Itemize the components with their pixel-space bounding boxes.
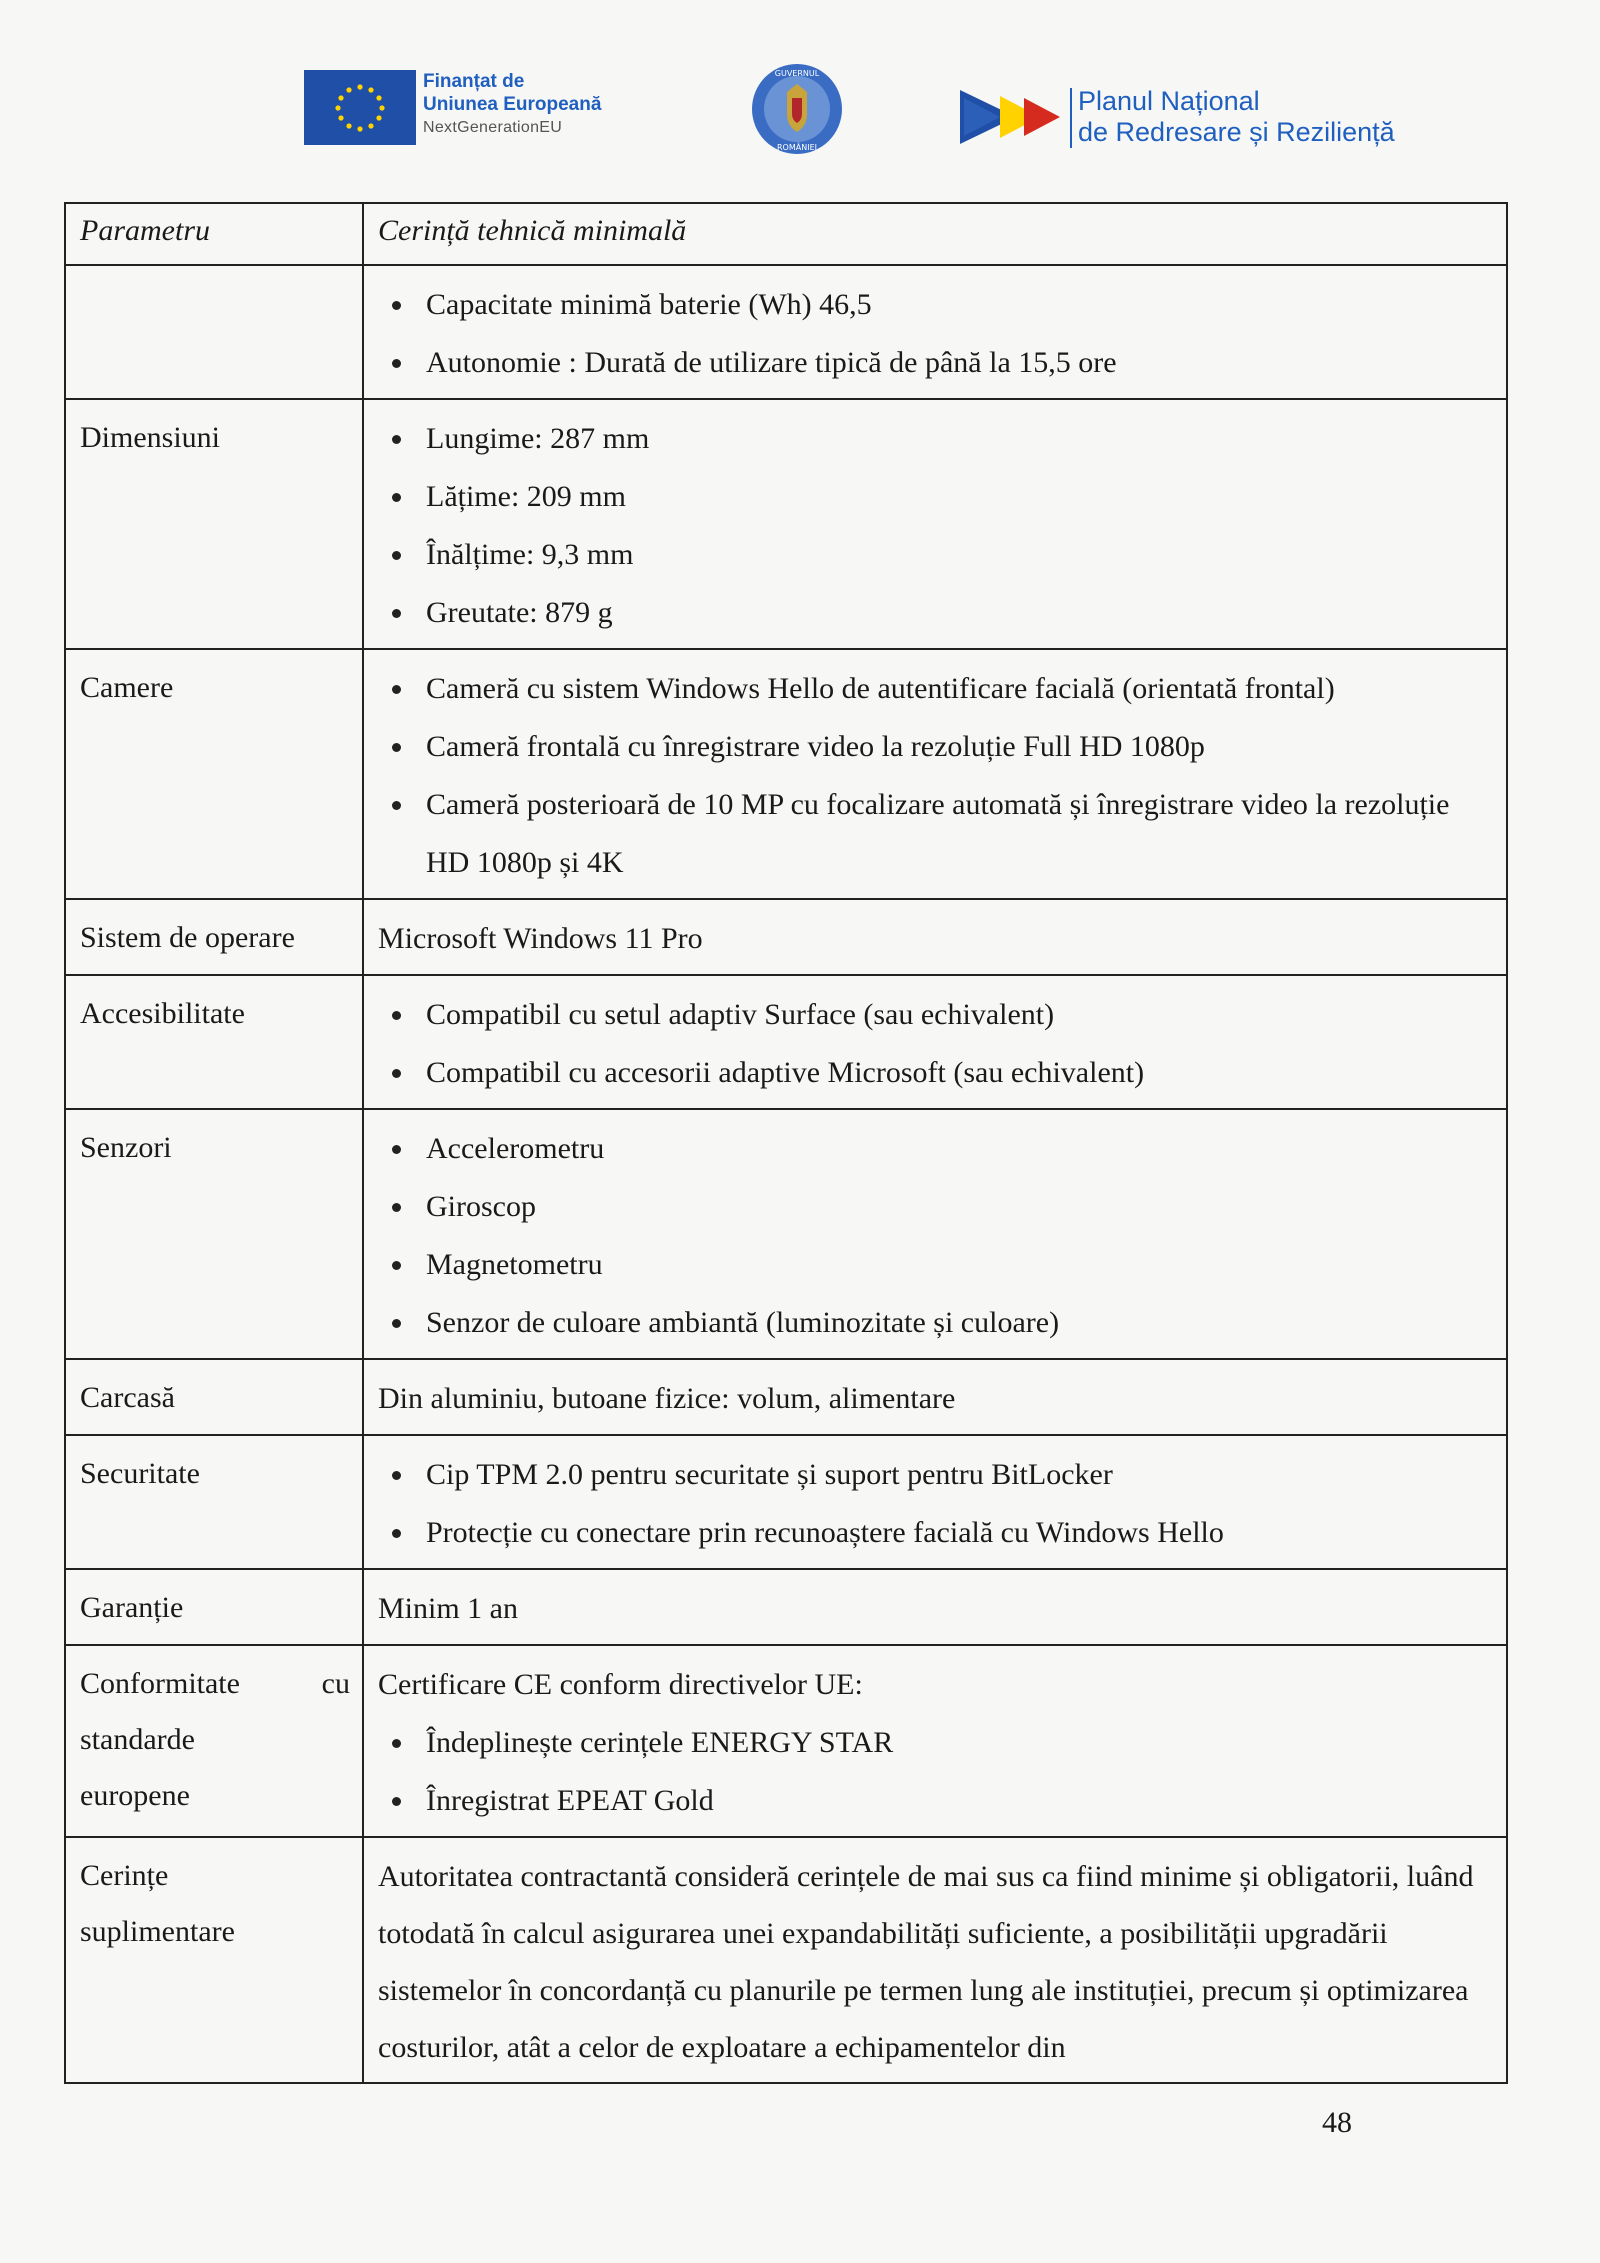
table-row	[65, 1435, 1507, 1569]
requirement-cell: Minim 1 an	[363, 1569, 1507, 1645]
requirement-cell: Autoritatea contractantă consideră cerințele de mai sus ca fiind minime și obligatorii, luând totodată în calcul asigurarea unei expandabilități suficiente, a posibilității upgradării sistemelor în concordanță cu planurile pe termen lung ale instituției, precum și optimizarea costurilor, atât a celor de exploatare a echipamentelor din	[363, 1837, 1507, 2083]
pnrr-divider	[1070, 88, 1072, 148]
requirement-cell	[363, 649, 1507, 899]
requirement-cell	[363, 265, 1507, 399]
requirement-cell: Din aluminiu, butoane fizice: volum, alimentare	[363, 1359, 1507, 1435]
param-cell: Sistem de operare	[65, 899, 363, 975]
param-word: Cerințe	[80, 1859, 169, 1892]
list-item: Cameră posterioară de 10 MP cu focalizare automată și înregistrare video la rezoluție HD 1080p și 4K	[378, 776, 1494, 892]
list-item: Capacitate minimă baterie (Wh) 46,5	[378, 276, 1494, 334]
table-row	[65, 899, 1507, 975]
list-item: Înălțime: 9,3 mm	[378, 526, 1494, 584]
technical-specs-table	[64, 202, 1508, 2084]
list-item: Cameră frontală cu înregistrare video la rezoluție Full HD 1080p	[378, 718, 1494, 776]
table-row	[65, 1837, 1507, 2083]
param-word: standarde	[80, 1723, 195, 1756]
svg-text:GUVERNUL: GUVERNUL	[774, 69, 820, 78]
eu-line-3: NextGenerationEU	[423, 119, 563, 136]
param-cell: Camere	[65, 649, 363, 899]
requirement-cell	[363, 1645, 1507, 1837]
param-cell: Securitate	[65, 1435, 363, 1569]
table-row	[65, 1569, 1507, 1645]
list-item: Accelerometru	[378, 1120, 1494, 1178]
param-cell: Senzori	[65, 1109, 363, 1359]
page-header	[0, 62, 1600, 172]
param-cell: Dimensiuni	[65, 399, 363, 649]
header-parametru: Parametru	[65, 203, 363, 265]
table-row	[65, 1109, 1507, 1359]
param-cell	[65, 1837, 363, 2083]
table-row	[65, 975, 1507, 1109]
requirement-cell	[363, 1109, 1507, 1359]
list-item: Lungime: 287 mm	[378, 410, 1494, 468]
list-item: Giroscop	[378, 1178, 1494, 1236]
requirement-cell	[363, 1435, 1507, 1569]
table-row	[65, 399, 1507, 649]
param-cell: Garanție	[65, 1569, 363, 1645]
eu-line-2: Uniunea Europeană	[423, 94, 602, 115]
pnrr-arrow-icon	[960, 84, 1070, 150]
param-word: suplimentare	[80, 1915, 235, 1948]
list-item: Cip TPM 2.0 pentru securitate și suport pentru BitLocker	[378, 1446, 1494, 1504]
list-item: Îndeplinește cerințele ENERGY STAR	[378, 1714, 1494, 1772]
table-row	[65, 265, 1507, 399]
list-item: Înregistrat EPEAT Gold	[378, 1772, 1494, 1830]
param-word: cu	[321, 1667, 350, 1700]
list-item: Compatibil cu setul adaptiv Surface (sau echivalent)	[378, 986, 1494, 1044]
eu-flag-icon	[304, 70, 416, 145]
requirement-cell: Microsoft Windows 11 Pro	[363, 899, 1507, 975]
guvernul-romaniei-seal-icon	[750, 62, 844, 156]
eu-line-1: Finanțat de	[423, 71, 525, 92]
table-header-row	[65, 203, 1507, 265]
list-item: Senzor de culoare ambiantă (luminozitate și culoare)	[378, 1294, 1494, 1352]
requirement-cell	[363, 975, 1507, 1109]
list-item: Magnetometru	[378, 1236, 1494, 1294]
header-cerinta: Cerință tehnică minimală	[363, 203, 1507, 265]
param-cell: Carcasă	[65, 1359, 363, 1435]
list-item: Protecție cu conectare prin recunoaștere facială cu Windows Hello	[378, 1504, 1494, 1562]
pnrr-label	[1078, 86, 1395, 148]
table-row	[65, 649, 1507, 899]
page-number: 48	[1322, 2106, 1352, 2139]
requirement-intro: Certificare CE conform directivelor UE:	[378, 1668, 863, 1701]
param-cell	[65, 1645, 363, 1837]
pnrr-line-2: de Redresare și Reziliență	[1078, 117, 1395, 147]
svg-text:ROMÂNIEI: ROMÂNIEI	[777, 143, 817, 152]
param-cell	[65, 265, 363, 399]
list-item: Lățime: 209 mm	[378, 468, 1494, 526]
list-item: Autonomie : Durată de utilizare tipică de până la 15,5 ore	[378, 334, 1494, 392]
list-item: Cameră cu sistem Windows Hello de autentificare facială (orientată frontal)	[378, 660, 1494, 718]
param-word: europene	[80, 1779, 190, 1812]
table-row	[65, 1645, 1507, 1837]
eu-funding-label	[423, 70, 601, 139]
param-word: Conformitate	[80, 1667, 240, 1700]
param-cell: Accesibilitate	[65, 975, 363, 1109]
table-row	[65, 1359, 1507, 1435]
pnrr-line-1: Planul Național	[1078, 86, 1260, 116]
requirement-cell	[363, 399, 1507, 649]
list-item: Greutate: 879 g	[378, 584, 1494, 642]
list-item: Compatibil cu accesorii adaptive Microsoft (sau echivalent)	[378, 1044, 1494, 1102]
